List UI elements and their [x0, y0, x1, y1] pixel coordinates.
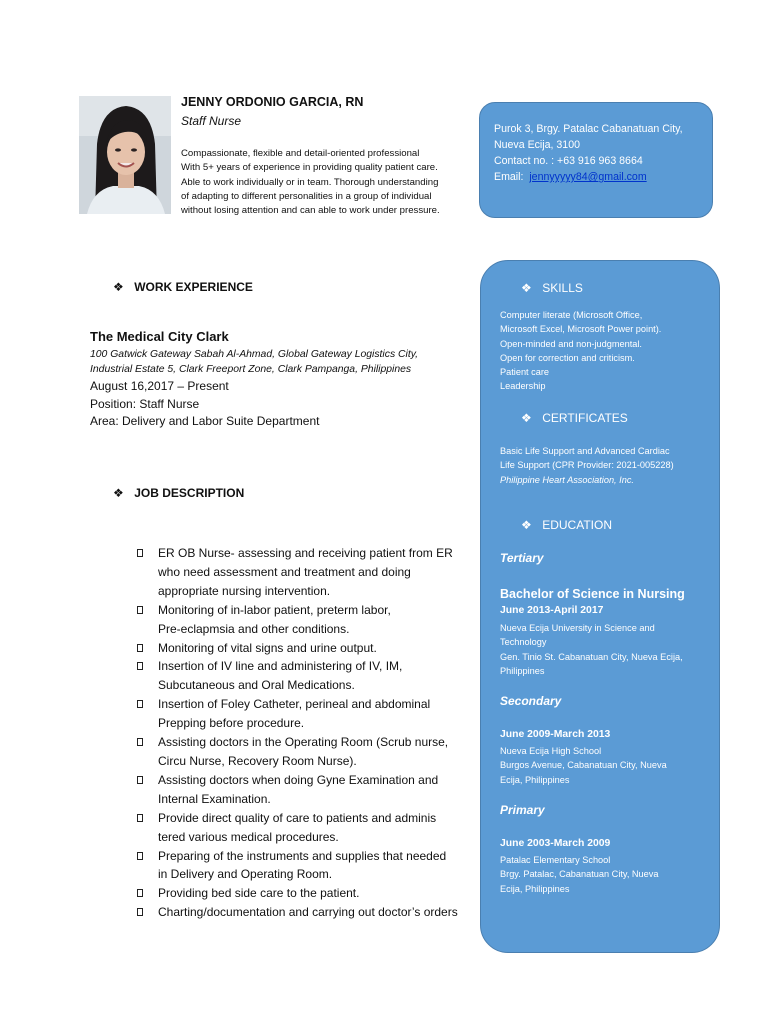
checkbox-bullet-icon — [137, 662, 143, 670]
duty-item — [135, 544, 480, 601]
duty-item — [135, 639, 480, 658]
checkbox-bullet-icon — [137, 814, 143, 822]
checkbox-bullet-icon — [137, 644, 143, 652]
checkbox-bullet-icon — [137, 549, 143, 557]
secondary-school-details — [500, 744, 667, 787]
address-line: 100 Gatwick Gateway Sabah Al-Ahmad, Global Gateway Logistics City, — [90, 349, 419, 360]
duty-item — [135, 847, 480, 885]
school-line: Ecija, Philippines — [500, 774, 570, 785]
email-label: Email: — [494, 171, 524, 183]
school-line: Technology — [500, 637, 547, 648]
certificate-issuer: Philippine Heart Association, Inc. — [500, 474, 634, 485]
skill-item: Open-minded and non-judgmental. — [500, 338, 642, 349]
education-level-secondary: Secondary — [500, 694, 562, 708]
duty-item — [135, 771, 480, 809]
checkbox-bullet-icon — [137, 776, 143, 784]
duty-line: Circu Nurse, Recovery Room Nurse). — [158, 753, 357, 768]
section-title: CERTIFICATES — [542, 411, 628, 425]
duty-line: Subcutaneous and Oral Medications. — [158, 678, 355, 693]
skill-item: Microsoft Excel, Microsoft Power point). — [500, 324, 662, 335]
duty-line: Assisting doctors when doing Gyne Examination and — [158, 772, 439, 787]
duty-line: Pre-eclapmsia and other conditions. — [158, 621, 350, 636]
checkbox-bullet-icon — [137, 852, 143, 860]
school-line: Gen. Tinio St. Cabanatuan City, Nueva Ecija, — [500, 651, 683, 662]
summary-line: Able to work individually or in team. Thorough understanding — [181, 176, 439, 188]
area: Area: Delivery and Labor Suite Department — [90, 414, 320, 428]
duties-list — [135, 544, 480, 922]
duty-line: Insertion of IV line and administering of IV, IM, — [158, 659, 403, 674]
section-title: JOB DESCRIPTION — [134, 486, 245, 500]
section-title: EDUCATION — [542, 518, 612, 532]
company-address — [90, 347, 418, 377]
diamond-bullet-icon: ❖ — [521, 411, 532, 425]
duty-line: Providing bed side care to the patient. — [158, 886, 360, 901]
duty-line: tered various medical procedures. — [158, 829, 339, 844]
school-line: Patalac Elementary School — [500, 855, 611, 865]
summary-line: Compassionate, flexible and detail-oriented professional — [181, 148, 420, 159]
duty-line: Internal Examination. — [158, 791, 271, 806]
duty-line: Prepping before procedure. — [158, 716, 305, 731]
diamond-bullet-icon: ❖ — [113, 486, 124, 500]
duty-item — [135, 884, 480, 903]
email-row — [494, 169, 683, 185]
certificates-heading — [521, 409, 628, 427]
checkbox-bullet-icon — [137, 889, 143, 897]
duty-line: appropriate nursing intervention. — [158, 583, 331, 598]
summary-line: without losing attention and can able to work under pressure. — [181, 205, 440, 217]
duty-item — [135, 601, 480, 639]
certificate-line: Life Support (CPR Provider: 2021-005228) — [500, 460, 674, 471]
duty-line: Charting/documentation and carrying out doctor’s orders — [158, 905, 458, 920]
duty-line: ER OB Nurse- assessing and receiving patient from ER — [158, 546, 453, 560]
duty-item — [135, 657, 480, 695]
education-heading — [521, 516, 612, 534]
education-dates: June 2009-March 2013 — [500, 729, 611, 740]
school-line: Nueva Ecija High School — [500, 746, 602, 756]
duty-line: Provide direct quality of care to patients and adminis — [158, 810, 437, 825]
contact-info — [494, 121, 683, 185]
candidate-name: JENNY ORDONIO GARCIA, RN — [181, 95, 364, 109]
certificates-list — [500, 444, 674, 487]
email-link[interactable]: jennyyyyy84@gmail.com — [529, 171, 647, 183]
duty-item — [135, 809, 480, 847]
duty-line: Insertion of Foley Catheter, perineal and abdominal — [158, 697, 431, 712]
school-line: Nueva Ecija University in Science and — [500, 623, 655, 633]
duty-line: Monitoring of vital signs and urine output. — [158, 640, 377, 655]
skill-item: Computer literate (Microsoft Office, — [500, 310, 643, 320]
employment-dates: August 16,2017 – Present — [90, 379, 229, 393]
checkbox-bullet-icon — [137, 738, 143, 746]
duty-item — [135, 695, 480, 733]
checkbox-bullet-icon — [137, 908, 143, 916]
company-name: The Medical City Clark — [90, 329, 229, 344]
diamond-bullet-icon: ❖ — [521, 281, 532, 295]
duty-line: who need assessment and treatment and doing — [158, 564, 411, 579]
duty-item — [135, 733, 480, 771]
skill-item: Leadership — [500, 381, 546, 392]
job-description-heading — [113, 484, 244, 502]
skill-item: Patient care — [500, 367, 550, 378]
tertiary-school-details — [500, 621, 683, 678]
diamond-bullet-icon: ❖ — [113, 280, 124, 294]
checkbox-bullet-icon — [137, 606, 143, 614]
education-dates: June 2003-March 2009 — [500, 838, 611, 849]
school-line: Philippines — [500, 665, 545, 676]
certificate-line: Basic Life Support and Advanced Cardiac — [500, 446, 670, 456]
address-line: Industrial Estate 5, Clark Freeport Zone, Clark Pampanga, Philippines — [90, 364, 412, 375]
section-title: WORK EXPERIENCE — [134, 280, 253, 294]
position: Position: Staff Nurse — [90, 396, 200, 411]
school-line: Burgos Avenue, Cabanatuan City, Nueva — [500, 760, 667, 771]
summary-line: With 5+ years of experience in providing quality patient care. — [181, 162, 438, 174]
duty-item — [135, 903, 480, 922]
address-line: Purok 3, Brgy. Patalac Cabanatuan City, — [494, 123, 683, 135]
contact-number: Contact no. : +63 916 963 8664 — [494, 155, 643, 167]
skill-item: Open for correction and criticism. — [500, 352, 635, 363]
school-line: Brgy. Patalac, Cabanatuan City, Nueva — [500, 869, 659, 880]
skills-heading — [521, 279, 583, 297]
duty-line: in Delivery and Operating Room. — [158, 867, 333, 882]
skills-list — [500, 308, 661, 394]
profile-photo-image — [79, 96, 171, 214]
job-title: Staff Nurse — [181, 114, 242, 128]
education-level-primary: Primary — [500, 803, 545, 817]
duty-line: Monitoring of in-labor patient, preterm labor, — [158, 602, 391, 617]
diamond-bullet-icon: ❖ — [521, 518, 532, 532]
checkbox-bullet-icon — [137, 700, 143, 708]
work-details — [90, 378, 319, 431]
degree: Bachelor of Science in Nursing — [500, 587, 685, 601]
work-experience-heading — [113, 278, 253, 296]
duty-line: Assisting doctors in the Operating Room (Scrub nurse, — [158, 735, 449, 750]
section-title: SKILLS — [542, 281, 583, 295]
primary-school-details — [500, 853, 658, 896]
profile-photo — [79, 96, 171, 214]
profile-summary — [181, 147, 481, 218]
address-line: Nueva Ecija, 3100 — [494, 139, 580, 151]
summary-line: of adapting to different personalities in a group of individual — [181, 190, 432, 202]
education-dates: June 2013-April 2017 — [500, 605, 604, 616]
school-line: Ecija, Philippines — [500, 883, 570, 894]
education-level-tertiary: Tertiary — [500, 551, 544, 565]
duty-line: Preparing of the instruments and supplies that needed — [158, 848, 447, 863]
